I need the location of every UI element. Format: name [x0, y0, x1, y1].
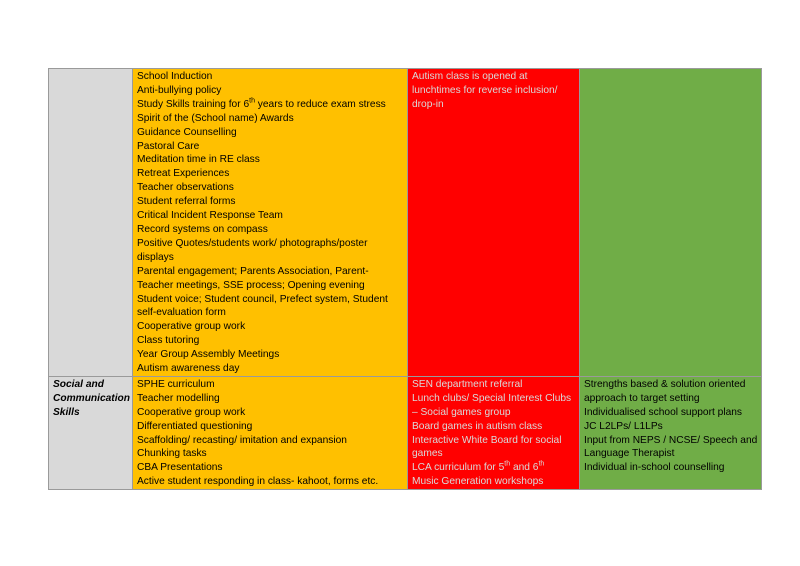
cell-line: Cooperative group work [137, 321, 246, 333]
cell-line: Chunking tasks [137, 448, 207, 460]
cell-line: Year Group Assembly Meetings [137, 349, 280, 361]
area-cell: Social and Communication Skills [49, 376, 133, 489]
whole-school-cell [133, 376, 408, 489]
school-support-cell [408, 376, 580, 489]
cell-line: Pastoral Care [137, 140, 200, 152]
cell-line: Individual in-school counselling [584, 462, 725, 474]
cell-line: Teacher observations [137, 182, 234, 194]
cell-line: Input from NEPS / NCSE/ Speech and Language Therapist [584, 434, 758, 460]
superscript: th [249, 97, 255, 105]
cell-line: Critical Incident Response Team [137, 210, 283, 222]
cell-line: Active student responding in class- kahoot, forms etc. [137, 476, 379, 488]
cell-line: Spirit of the (School name) Awards [137, 112, 294, 124]
cell-line: Autism awareness day [137, 363, 240, 375]
cell-line: Class tutoring [137, 335, 200, 347]
cell-line: Meditation time in RE class [137, 154, 260, 166]
text-part: and 6 [510, 462, 539, 474]
cell-line: Interactive White Board for social games [412, 434, 562, 460]
cell-line: Teacher modelling [137, 392, 220, 404]
cell-line: JC L2LPs/ L1LPs [584, 420, 663, 432]
cell-line [137, 98, 404, 112]
cell-line: Lunch clubs/ Special Interest Clubs – Social games group [412, 392, 572, 418]
superscript: th [538, 460, 545, 468]
cell-line: Guidance Counselling [137, 126, 237, 138]
cell-line: Music Generation workshops [412, 476, 544, 488]
whole-school-cell [133, 69, 408, 377]
cell-line: Retreat Experiences [137, 168, 230, 180]
cell-line: CBA Presentations [137, 462, 223, 474]
cell-line: School Induction [137, 71, 213, 82]
cell-line: Parental engagement; Parents Association, Parent-Teacher meetings, SSE process; Opening evening [137, 265, 369, 291]
cell-line: Scaffolding/ recasting/ imitation and expansion [137, 434, 347, 446]
cell-line: Student voice; Student council, Prefect system, Student self-evaluation form [137, 293, 388, 319]
text-part: years to reduce exam stress [254, 98, 386, 110]
cell-line [412, 461, 576, 475]
cell-line: Anti-bullying policy [137, 84, 222, 96]
cell-line: Individualised school support plans [584, 406, 743, 418]
superscript: th [504, 460, 511, 468]
school-support-plus-cell [580, 69, 762, 377]
cell-line: Record systems on compass [137, 223, 268, 235]
text-part: LCA curriculum for 5 [412, 462, 505, 474]
cell-line: SEN department referral [412, 378, 523, 390]
cell-line: Strengths based & solution oriented approach to target setting [584, 378, 746, 404]
cell-line: Cooperative group work [137, 406, 246, 418]
cell-line: Board games in autism class [412, 420, 543, 432]
school-support-plus-cell [580, 376, 762, 489]
area-cell [49, 69, 133, 377]
table-row [49, 69, 762, 377]
cell-line: Positive Quotes/students work/ photographs/poster displays [137, 237, 368, 263]
cell-line: Student referral forms [137, 196, 236, 208]
text-part: Study Skills training for 6 [137, 98, 250, 110]
support-plan-table [48, 68, 762, 490]
cell-line: Autism class is opened at lunchtimes for reverse inclusion/ drop-in [412, 71, 558, 110]
table-row [49, 376, 762, 489]
cell-line: Differentiated questioning [137, 420, 253, 432]
cell-line: SPHE curriculum [137, 378, 215, 390]
school-support-cell [408, 69, 580, 377]
